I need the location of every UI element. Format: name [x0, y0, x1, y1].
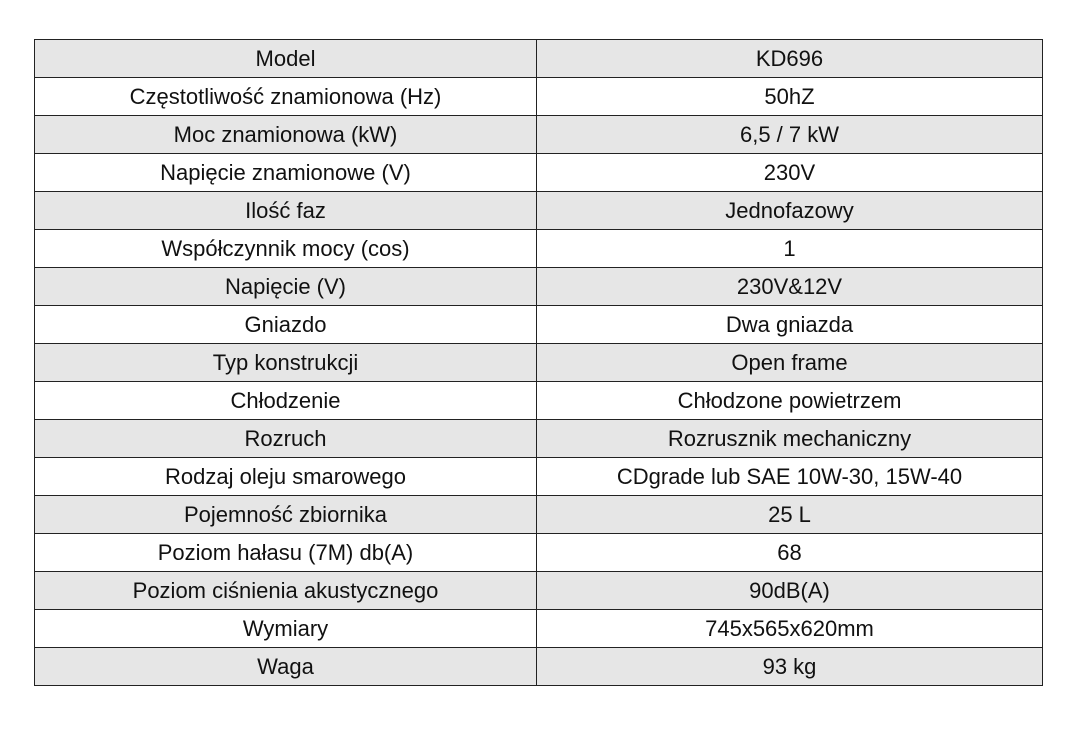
spec-value-cell: 68: [537, 534, 1043, 572]
spec-label-cell: Napięcie (V): [35, 268, 537, 306]
spec-label-cell: Pojemność zbiornika: [35, 496, 537, 534]
spec-row: [35, 192, 1043, 230]
spec-label-cell: Częstotliwość znamionowa (Hz): [35, 78, 537, 116]
spec-label-cell: Model: [35, 40, 537, 78]
spec-label-cell: Poziom ciśnienia akustycznego: [35, 572, 537, 610]
spec-row: [35, 420, 1043, 458]
spec-value-cell: KD696: [537, 40, 1043, 78]
spec-row: [35, 496, 1043, 534]
spec-label-cell: Typ konstrukcji: [35, 344, 537, 382]
spec-value-cell: Jednofazowy: [537, 192, 1043, 230]
spec-value-cell: 230V&12V: [537, 268, 1043, 306]
spec-label-cell: Napięcie znamionowe (V): [35, 154, 537, 192]
spec-value-cell: Open frame: [537, 344, 1043, 382]
spec-row: [35, 116, 1043, 154]
spec-row: [35, 610, 1043, 648]
spec-value-cell: 745x565x620mm: [537, 610, 1043, 648]
spec-row: [35, 344, 1043, 382]
spec-value-cell: 50hZ: [537, 78, 1043, 116]
spec-value-cell: 25 L: [537, 496, 1043, 534]
spec-value-cell: Chłodzone powietrzem: [537, 382, 1043, 420]
spec-row: [35, 268, 1043, 306]
spec-value-cell: Rozrusznik mechaniczny: [537, 420, 1043, 458]
spec-label-cell: Wymiary: [35, 610, 537, 648]
spec-table-body: [35, 40, 1043, 686]
spec-value-cell: 6,5 / 7 kW: [537, 116, 1043, 154]
spec-label-cell: Rodzaj oleju smarowego: [35, 458, 537, 496]
spec-row: [35, 648, 1043, 686]
spec-label-cell: Moc znamionowa (kW): [35, 116, 537, 154]
spec-row: [35, 572, 1043, 610]
spec-label-cell: Chłodzenie: [35, 382, 537, 420]
spec-row: [35, 382, 1043, 420]
spec-row: [35, 534, 1043, 572]
spec-label-cell: Poziom hałasu (7M) db(A): [35, 534, 537, 572]
spec-row: [35, 458, 1043, 496]
spec-value-cell: Dwa gniazda: [537, 306, 1043, 344]
spec-value-cell: 90dB(A): [537, 572, 1043, 610]
spec-value-cell: 93 kg: [537, 648, 1043, 686]
spec-label-cell: Rozruch: [35, 420, 537, 458]
spec-row: [35, 230, 1043, 268]
spec-row: [35, 306, 1043, 344]
spec-row: [35, 40, 1043, 78]
spec-value-cell: 1: [537, 230, 1043, 268]
spec-row: [35, 78, 1043, 116]
spec-value-cell: CDgrade lub SAE 10W-30, 15W-40: [537, 458, 1043, 496]
spec-label-cell: Ilość faz: [35, 192, 537, 230]
spec-row: [35, 154, 1043, 192]
spec-value-cell: 230V: [537, 154, 1043, 192]
spec-label-cell: Gniazdo: [35, 306, 537, 344]
spec-label-cell: Waga: [35, 648, 537, 686]
spec-label-cell: Współczynnik mocy (cos): [35, 230, 537, 268]
spec-table: [34, 39, 1043, 686]
